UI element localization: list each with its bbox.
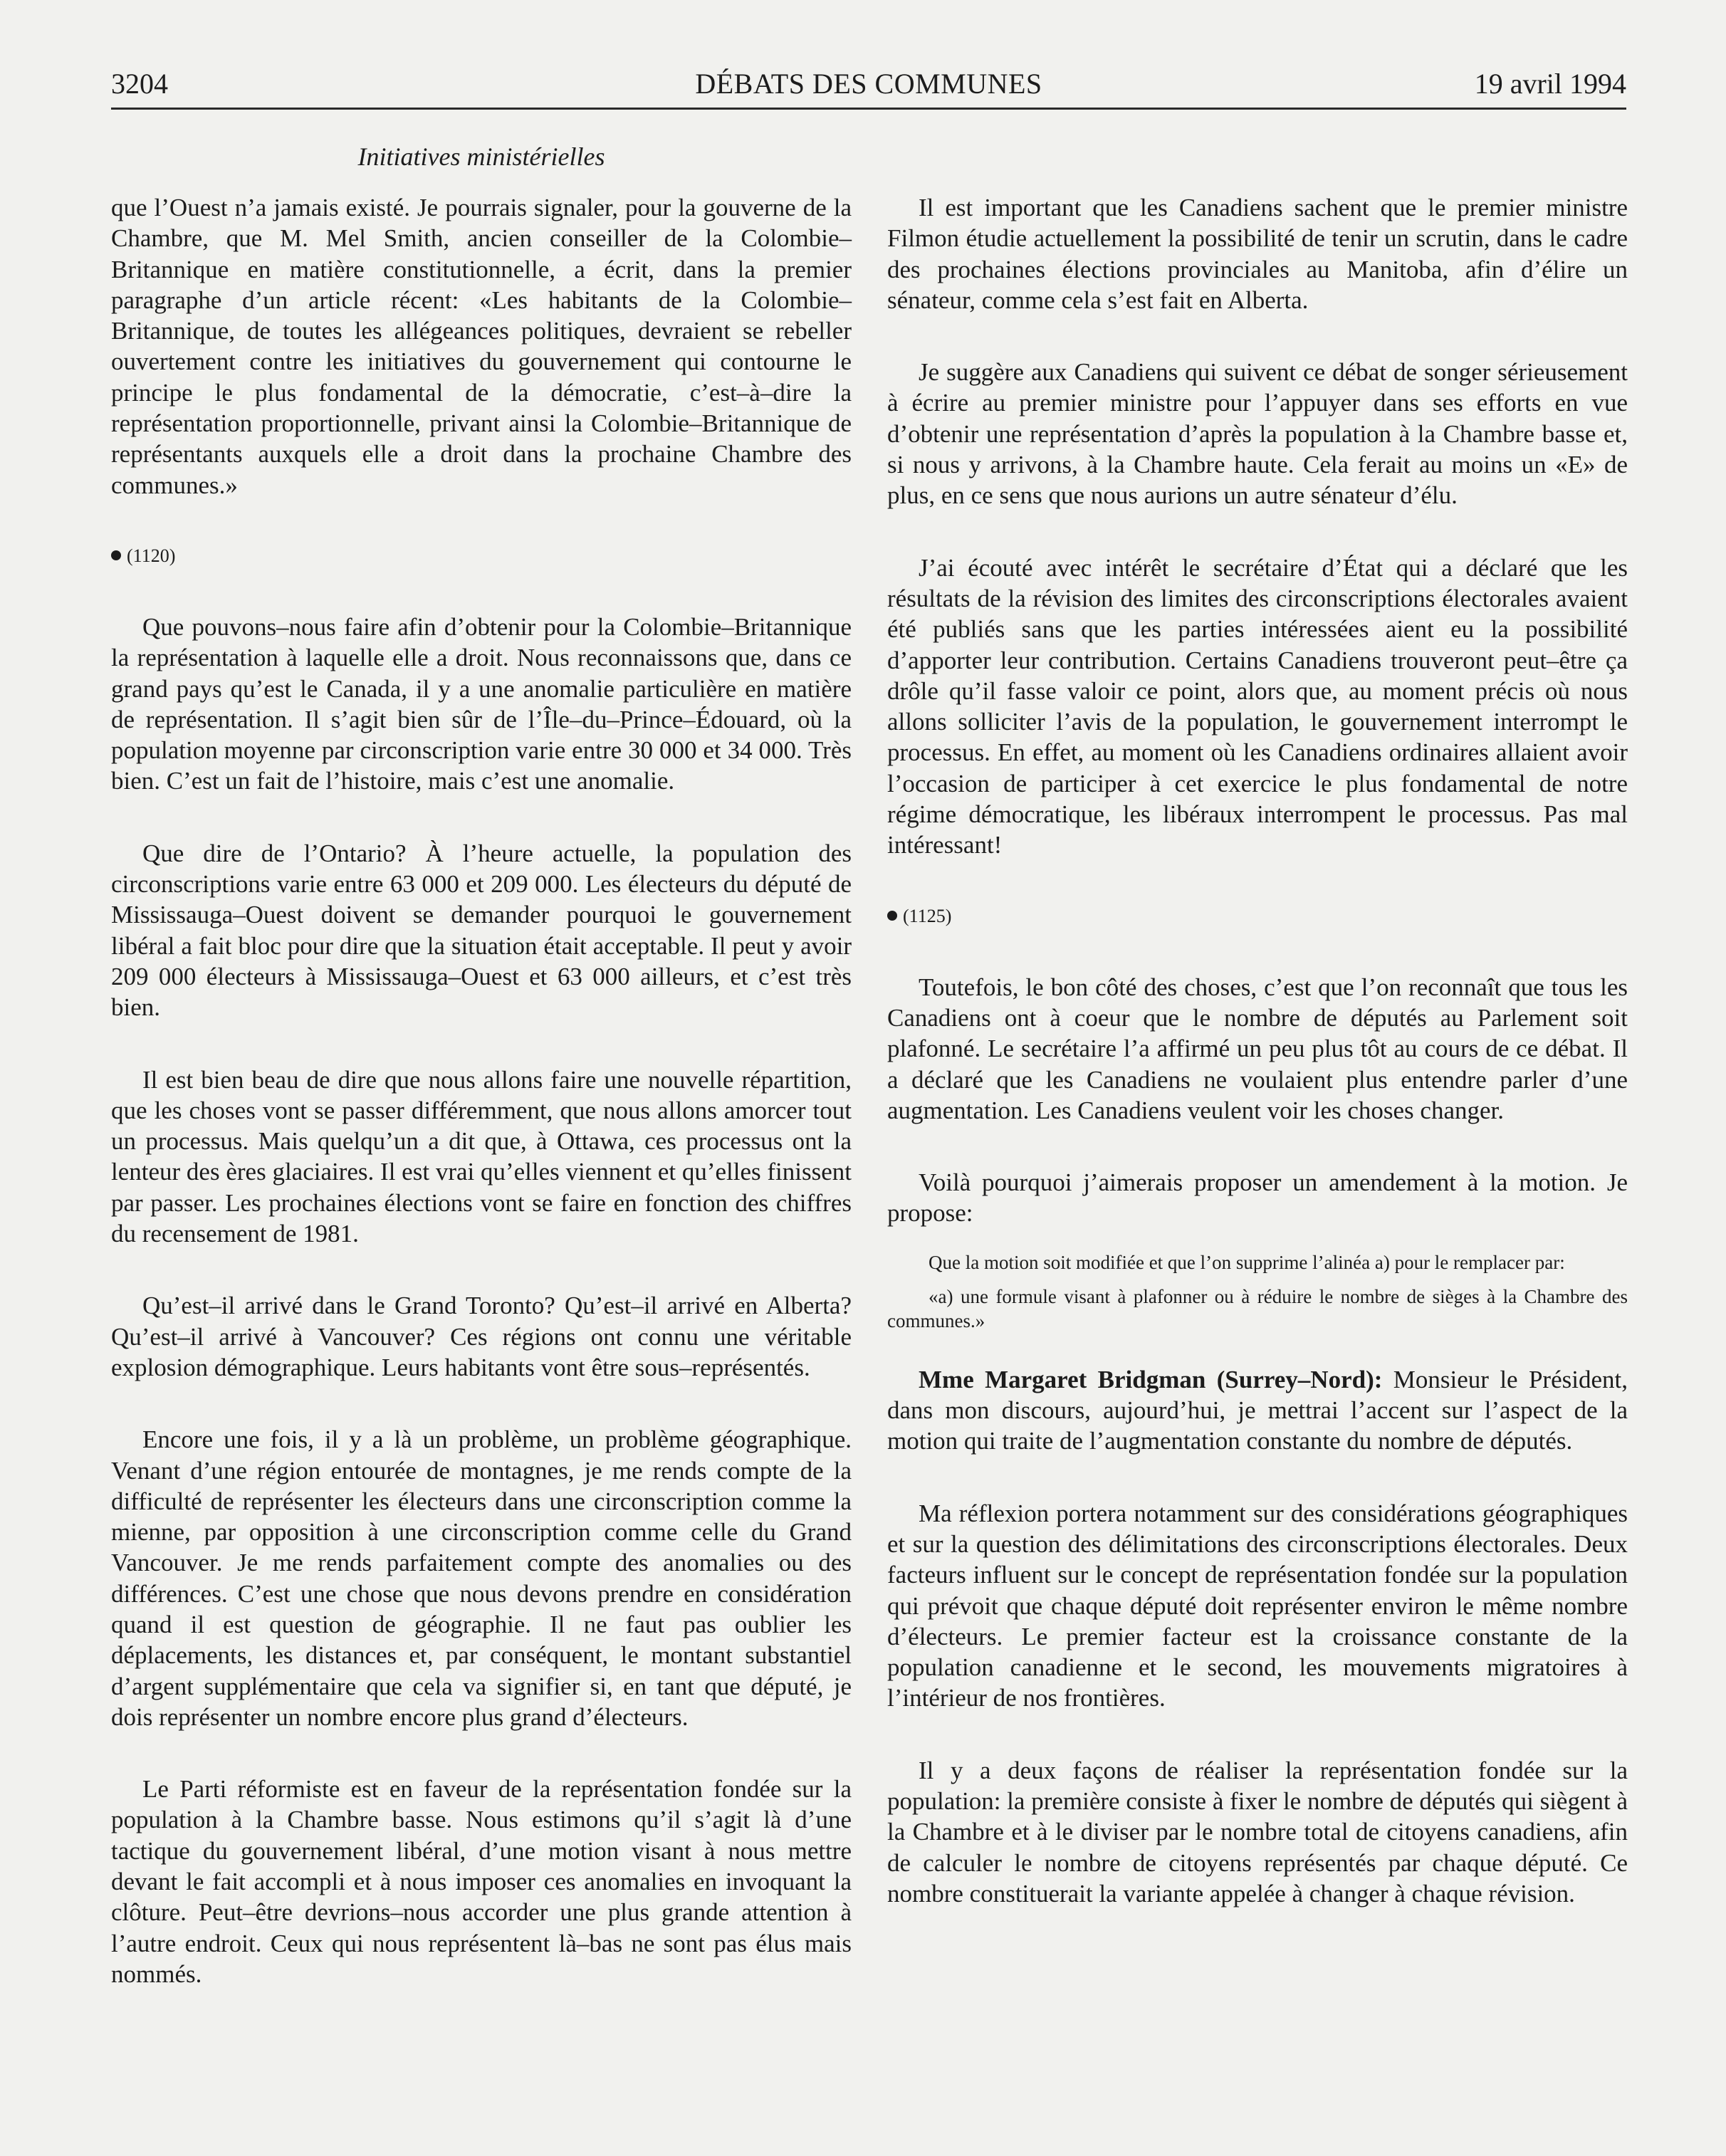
- publication-title: DÉBATS DES COMMUNES: [695, 68, 1042, 100]
- paragraph: Voilà pourquoi j’aimerais proposer un amendement à la motion. Je propose:: [887, 1168, 1628, 1228]
- speech-paragraph: [887, 1364, 1628, 1457]
- bullet-icon: [887, 911, 897, 921]
- speaker-name: Mme Margaret Bridgman (Surrey–Nord):: [919, 1365, 1383, 1393]
- page-header: [111, 64, 1626, 104]
- amendment-quote: «a) une formule visant à plafonner ou à réduire le nombre de sièges à la Chambre des communes.»: [887, 1285, 1628, 1331]
- paragraph: J’ai écouté avec intérêt le secrétaire d’État qui a déclaré que les résultats de la révision des limites des circonscriptions électorales avaient été publiés sans que les parties intéressées aient eu la possibilité d’apporter leur contribution. Certains Canadiens trouveront peut–être ça drôle qu’il fasse valoir ce point, alors que, au moment précis où nous allons solliciter l’avis de la population, le gouvernement interrompt le processus. En effet, au moment où les Canadiens ordinaires allaient avoir l’occasion de participer à cet exercice le plus fondamental de notre régime démocratique, les libéraux interrompent le processus. Pas mal intéressant!: [887, 553, 1628, 859]
- paragraph: Ma réflexion portera notamment sur des considérations géographiques et sur la question des délimitations des circonscriptions électorales. Deux facteurs influent sur le concept de représentation fondée sur la population qui prévoit que chaque député doit représenter environ le même nombre d’électeurs. Le premier facteur est la croissance constante de la population canadienne et le second, les mouvements migratoires à l’intérieur de nos frontières.: [887, 1499, 1628, 1712]
- paragraph: Il est important que les Canadiens sachent que le premier ministre Filmon étudie actuellement la possibilité de tenir un scrutin, dans le cadre des prochaines élections provinciales au Manitoba, afin d’élire un sénateur, comme cela s’est fait en Alberta.: [887, 194, 1628, 314]
- time-stamp: (1125): [903, 905, 952, 926]
- section-title: Initiatives ministérielles: [357, 142, 605, 171]
- speech-text: Monsieur le Président, dans mon discours, aujourd’hui, je mettrai l’accent sur l’aspect de la motion qui traite de l’augmentation constante du nombre de députés.: [887, 1365, 1628, 1455]
- page-number: 3204: [111, 68, 168, 100]
- right-column: [887, 192, 1628, 1909]
- time-marker: [111, 542, 852, 570]
- paragraph: Que dire de l’Ontario? À l’heure actuelle, la population des circonscriptions varie entre 63 000 et 209 000. Les électeurs du député de Mississauga–Ouest doivent se demander pourquoi le gouvernement libéral a fait bloc pour dire que la situation était acceptable. Il peut y avoir 209 000 électeurs à Mississauga–Ouest et 63 000 ailleurs, et c’est très bien.: [111, 839, 852, 1022]
- header-rule: [111, 108, 1626, 110]
- paragraph: Que pouvons–nous faire afin d’obtenir pour la Colombie–Britannique la représentation à laquelle elle a droit. Nous reconnaissons que, dans ce grand pays qu’est le Canada, il y a une anomalie particulière en matière de représentation. Il s’agit bien sûr de l’Île–du–Prince–Édouard, où la population moyenne par circonscription varie entre 30 000 et 34 000. Très bien. C’est un fait de l’histoire, mais c’est une anomalie.: [111, 612, 852, 795]
- paragraph: que l’Ouest n’a jamais existé. Je pourrais signaler, pour la gouverne de la Chambre, que M. Mel Smith, ancien conseiller de la Colombie–Britannique en matière constitutionnelle, a écrit, dans la premier paragraphe d’un article récent: «Les habitants de la Colombie–Britannique, de toutes les allégeances politiques, devraient se rebeller ouvertement contre les initiatives du gouvernement qui contourne le principe le plus fondamental de la démocratie, c’est–à–dire la représentation proportionnelle, privant ainsi la Colombie–Britannique de représentants auxquels elle a droit dans la prochaine Chambre des communes.»: [111, 194, 852, 499]
- left-column: [111, 192, 852, 1989]
- paragraph: Qu’est–il arrivé dans le Grand Toronto? Qu’est–il arrivé en Alberta? Qu’est–il arrivé à Vancouver? Ces régions ont connu une véritable explosion démographique. Leurs habitants vont être sous–représentés.: [111, 1292, 852, 1381]
- time-stamp: (1120): [127, 545, 176, 566]
- bullet-icon: [111, 550, 121, 560]
- paragraph: Le Parti réformiste est en faveur de la représentation fondée sur la population à la Chambre basse. Nous estimons qu’il s’agit là d’une tactique du gouvernement libéral, d’une motion visant à nous mettre devant le fait accompli et à nous imposer ces anomalies en invoquant la clôture. Peut–être devrions–nous accorder une plus grande attention à l’autre endroit. Ceux qui nous représentent là–bas ne sont pas élus mais nommés.: [111, 1775, 852, 1988]
- paragraph: Encore une fois, il y a là un problème, un problème géographique. Venant d’une région entourée de montagnes, je me rends compte de la difficulté de représenter les électeurs dans une circonscription comme la mienne, par opposition à une circonscription comme celle du Grand Vancouver. Je me rends parfaitement compte des anomalies ou des différences. C’est une chose que nous devons prendre en considération quand il est question de géographie. Il ne faut pas oublier les déplacements, les distances et, par conséquent, le montant substantiel d’argent supplémentaire que cela va signifier si, en tant que député, je dois représenter un nombre encore plus grand d’électeurs.: [111, 1425, 852, 1731]
- motion-quote: Que la motion soit modifiée et que l’on supprime l’alinéa a) pour le remplacer par:: [929, 1251, 1565, 1273]
- paragraph: Je suggère aux Canadiens qui suivent ce débat de songer sérieusement à écrire au premier ministre pour l’appuyer dans ses efforts en vue d’obtenir une représentation d’après la population à la Chambre basse et, si nous y arrivons, à la Chambre haute. Cela ferait au moins un «E» de plus, en ce sens que nous aurions un autre sénateur d’élu.: [887, 358, 1628, 510]
- paragraph: Il est bien beau de dire que nous allons faire une nouvelle répartition, que les choses vont se passer différemment, que nous allons amorcer tout un processus. Mais quelqu’un a dit que, à Ottawa, ces processus ont la lenteur des ères glaciaires. Il est vrai qu’elles viennent et qu’elles finissent par passer. Les prochaines élections vont se faire en fonction des chiffres du recensement de 1981.: [111, 1065, 852, 1248]
- publication-date: 19 avril 1994: [1474, 68, 1626, 100]
- time-marker: [887, 902, 1628, 931]
- paragraph: Il y a deux façons de réaliser la représentation fondée sur la population: la première consiste à fixer le nombre de députés qui siègent à la Chambre et à le diviser par le nombre total de citoyens canadiens, afin de calculer le nombre de citoyens représentés par chaque député. Ce nombre constituerait la variante appelée à changer à chaque révision.: [887, 1756, 1628, 1908]
- paragraph: Toutefois, le bon côté des choses, c’est que l’on reconnaît que tous les Canadiens ont à coeur que le nombre de députés au Parlement soit plafonné. Le secrétaire l’a affirmé un peu plus tôt au cours de ce débat. Il a déclaré que les Canadiens ne voulaient plus entendre parler d’une augmentation. Les Canadiens veulent voir les choses changer.: [887, 973, 1628, 1124]
